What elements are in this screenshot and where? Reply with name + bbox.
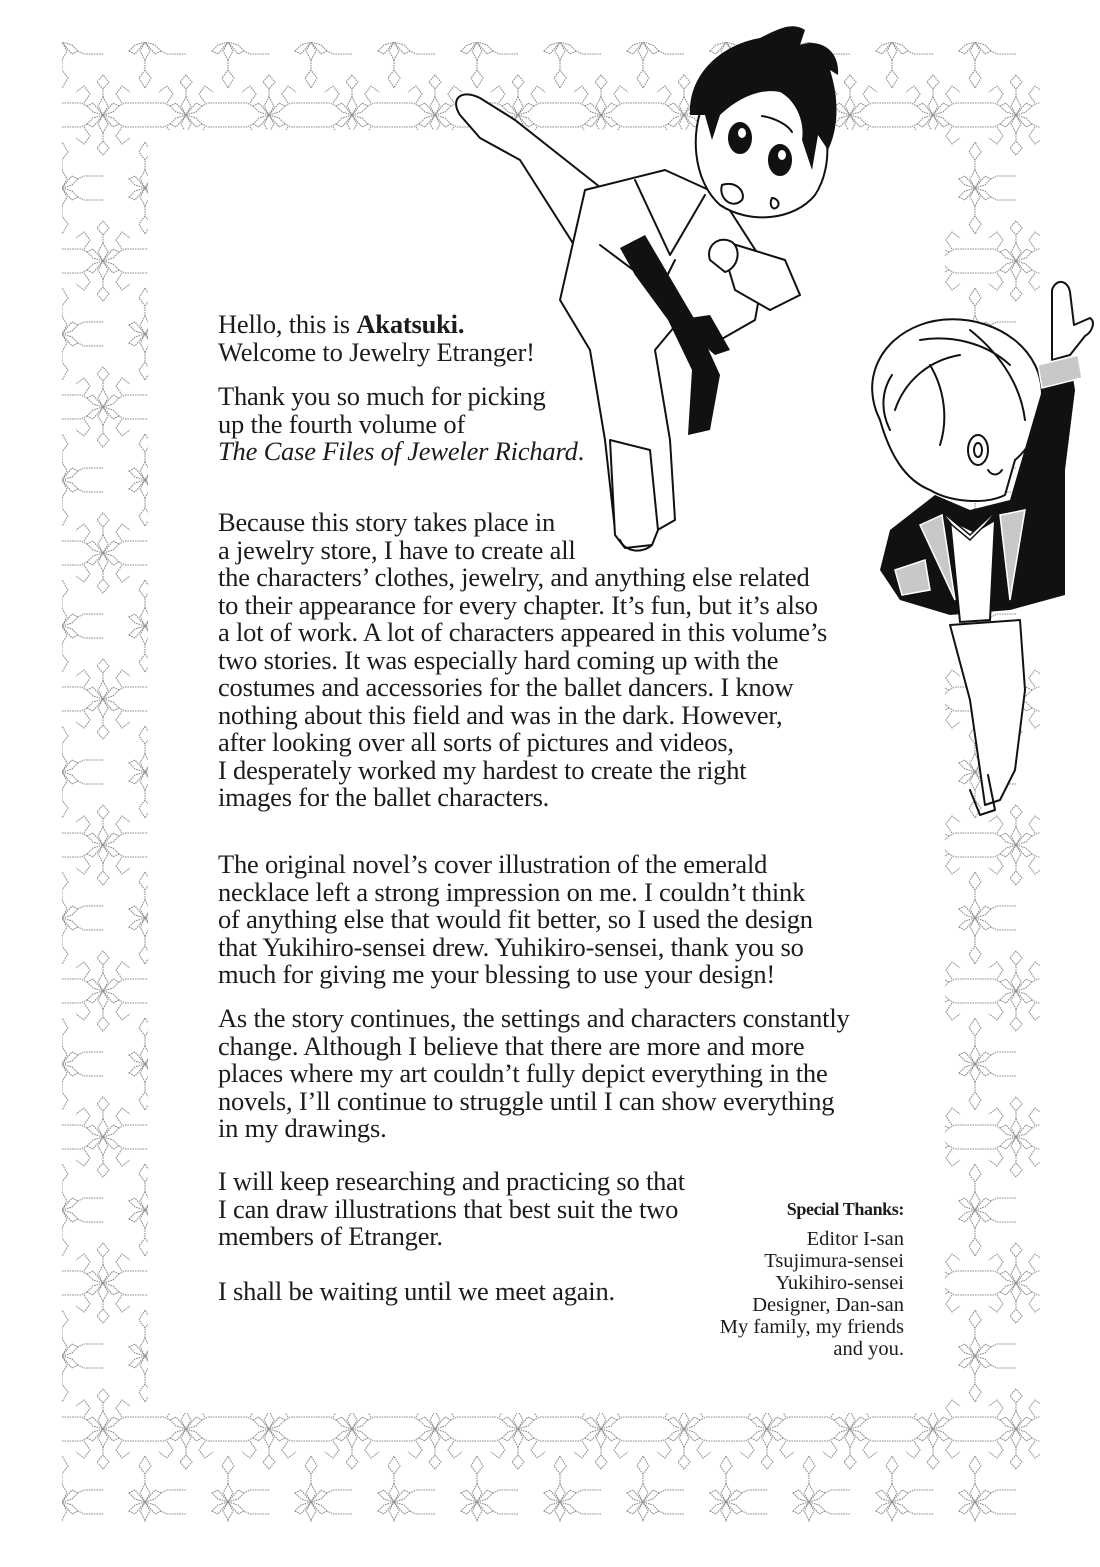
book-title: The Case Files of Jeweler Richard <box>218 436 578 466</box>
special-thanks-list <box>720 1228 904 1360</box>
closing-line: I shall be waiting until we meet again. <box>218 1276 615 1306</box>
thanks-name: My family, my friends <box>719 1316 904 1338</box>
thanks-name: Editor I-san <box>806 1228 904 1250</box>
thanks-name: Designer, Dan-san <box>752 1294 904 1316</box>
illustration-ballet-man <box>820 270 1100 830</box>
illustration-karate-boy <box>420 20 840 560</box>
thanks-name: and you. <box>833 1338 904 1360</box>
paragraph-research: I will keep researching and practicing so that I can draw illustrations that best suit the two members of Etranger. <box>218 1166 685 1251</box>
author-name: Akatsuki. <box>356 309 465 339</box>
paragraph-story-continues: As the story continues, the settings and characters constantly change. Although I believe that there are more and more places where my art couldn’t fully depict everything in the novels, I’ll continue to struggle until I can show everything in my drawings. <box>218 1003 850 1143</box>
thanks-name: Yukihiro-sensei <box>775 1272 904 1294</box>
greeting-line-1: Hello, this is Akatsuki. <box>218 309 465 339</box>
paragraph-costumes: Because this story takes place in a jewelry store, I have to create all the characters’ clothes, jewelry, and anything else related to their appearance for every chapter. It’s fun, but it’s also a lot of work. A lot of characters appeared in this volume’s two stories. It was especially hard coming up with the costumes and accessories for the ballet dancers. I know nothing about this field and was in the dark. However, after looking over all sorts of pictures and videos, I desperately worked my hardest to create the right images for the ballet characters. <box>218 507 828 812</box>
greeting-line-2: Welcome to Jewelry Etranger! <box>218 336 535 367</box>
paragraph-thanks: Thank you so much for picking up the fourth volume of The Case Files of Jeweler Richard. <box>218 381 585 466</box>
greeting <box>218 311 535 366</box>
special-thanks <box>720 1197 904 1360</box>
paragraph-emerald-necklace: The original novel’s cover illustration of the emerald necklace left a strong impression on me. I couldn’t think of anything else that would fit better, so I used the design that Yukihiro-sensei drew. Yuhikiro-sensei, thank you so much for giving me your blessing to use your design! <box>218 849 813 989</box>
thanks-name: Tsujimura-sensei <box>764 1250 904 1272</box>
special-thanks-title: Special Thanks: <box>786 1199 904 1219</box>
